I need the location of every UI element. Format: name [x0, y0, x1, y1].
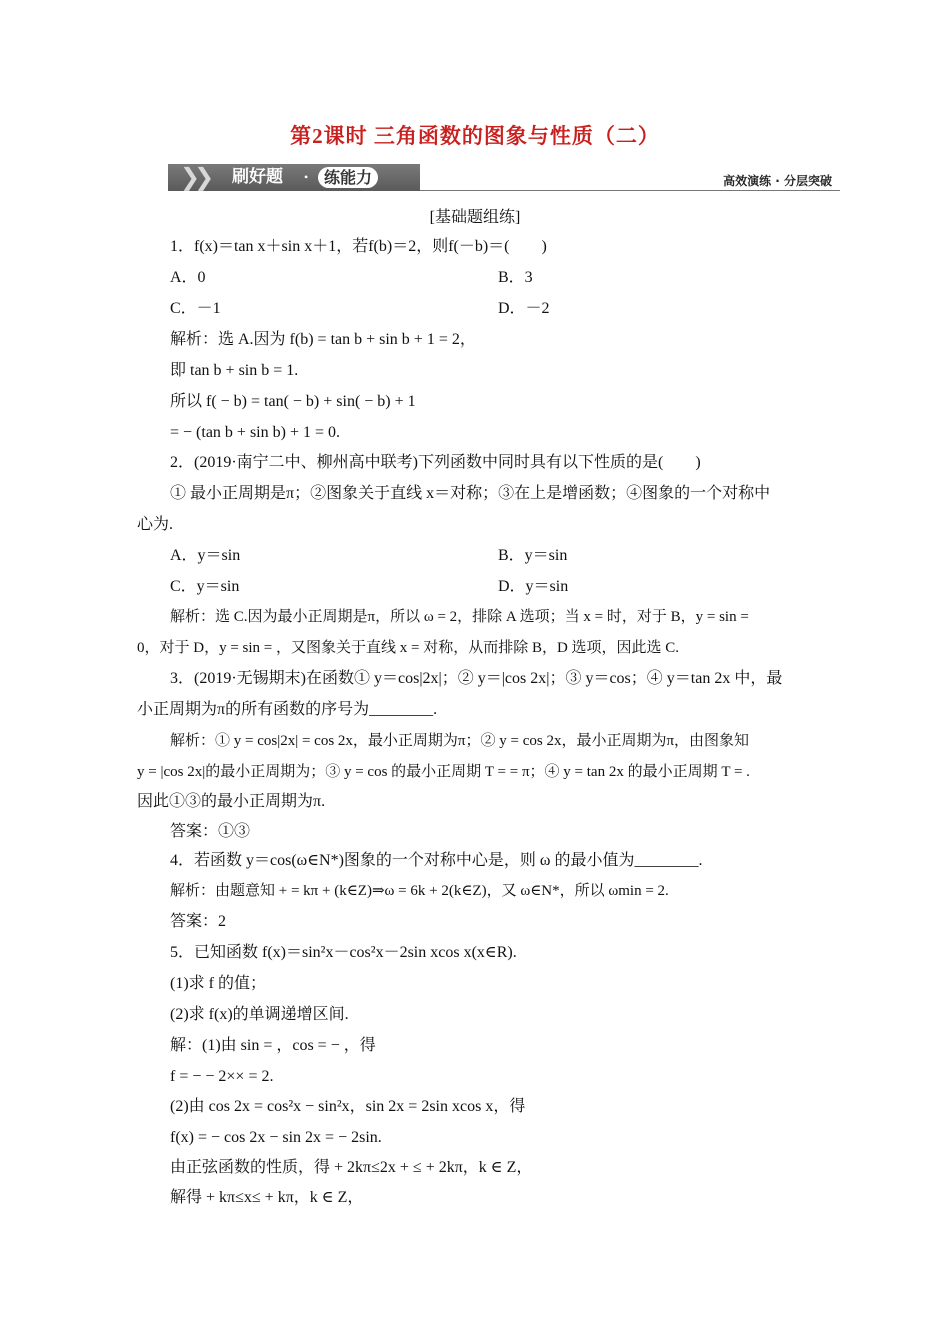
question-text: (1)求 f 的值；	[170, 975, 266, 992]
question-3: 3．(2019·无锡期末)在函数① y＝cos|2x|；② y＝|cos 2x|；③ y＝cos；④ y＝tan 2x 中，最	[170, 670, 783, 687]
banner-dot: •	[304, 170, 309, 184]
solution-line: 解析：选 C.因为最小正周期是π，所以 ω = 2，排除 A 选项；当 x = 时，对于 B，y = sin =	[170, 609, 749, 625]
solution-line: 解：(1)由 sin = ，cos = − ，得	[170, 1037, 376, 1054]
solution-line: 0，对于 D，y = sin = ，又图象关于直线 x = 对称，从而排除 B，D 选项，因此选 C.	[137, 640, 680, 656]
solution-line: f(x) = − cos 2x − sin 2x = − 2sin.	[170, 1129, 382, 1146]
question-5: 5．已知函数 f(x)＝sin²x－cos²x－2sin xcos x(x∈R).	[170, 944, 517, 961]
solution-line: 所以 f( − b) = tan( − b) + sin( − b) + 1	[170, 393, 416, 410]
chevron-right-icon: ❯❯	[180, 163, 209, 191]
section-heading: [基础题组练]	[429, 209, 521, 226]
solution-line: 因此①③的最小正周期为π.	[137, 793, 326, 810]
solution-line: = − (tan b + sin b) + 1 = 0.	[170, 424, 340, 441]
solution-line: f = − − 2×× = 2.	[170, 1068, 274, 1085]
solution-line: 解析：选 A.因为 f(b) = tan b + sin b + 1 = 2，	[170, 331, 476, 348]
banner-rule	[420, 190, 840, 191]
page-title: 第2课时 三角函数的图象与性质（二）	[290, 124, 660, 148]
solution-line: 解析：① y = cos|2x| = cos 2x，最小正周期为π；② y = cos 2x，最小正周期为π，由图象知	[170, 733, 750, 749]
solution-line: (2)由 cos 2x = cos²x − sin²x，sin 2x = 2sin xcos x，得	[170, 1098, 526, 1115]
solution-line: 即 tan b + sin b = 1.	[170, 362, 299, 379]
question-text: 小正周期为π的所有函数的序号为________.	[137, 701, 438, 718]
option-d: D．y＝sin	[498, 578, 569, 595]
question-text: ① 最小正周期是π；②图象关于直线 x＝对称；③在上是增函数；④图象的一个对称中	[170, 485, 771, 502]
option-c: C．y＝sin	[170, 578, 240, 595]
option-b: B．3	[498, 269, 533, 286]
question-2: 2．(2019·南宁二中、柳州高中联考)下列函数中同时具有以下性质的是( )	[170, 454, 701, 471]
question-1: 1．f(x)＝tan x＋sin x＋1，若f(b)＝2，则f(－b)＝( )	[170, 238, 547, 255]
banner-pill: 练能力	[318, 167, 378, 188]
solution-line: y = |cos 2x|的最小正周期为；③ y = cos 的最小正周期 T = = π；④ y = tan 2x 的最小正周期 T = .	[137, 764, 750, 780]
option-b: B．y＝sin	[498, 547, 568, 564]
answer-line: 答案：①③	[170, 823, 251, 840]
question-text: 心为.	[137, 516, 174, 533]
question-4: 4．若函数 y＝cos(ω∈N*)图象的一个对称中心是，则 ω 的最小值为________.	[170, 852, 703, 869]
option-a: A．0	[170, 269, 206, 286]
question-text: (2)求 f(x)的单调递增区间.	[170, 1006, 349, 1023]
banner-right-text: 高效演练 · 分层突破	[723, 174, 832, 188]
banner-label: 刷好题	[232, 167, 283, 187]
solution-line: 解得 + kπ≤x≤ + kπ，k ∈ Z，	[170, 1189, 364, 1206]
section-banner	[168, 160, 840, 194]
option-d: D．－2	[498, 300, 550, 317]
answer-line: 答案：2	[170, 913, 227, 930]
solution-line: 解析：由题意知 + = kπ + (k∈Z)⇒ω = 6k + 2(k∈Z)，又 ω∈N*，所以 ωmin = 2.	[170, 883, 669, 899]
option-a: A．y＝sin	[170, 547, 241, 564]
solution-line: 由正弦函数的性质，得 + 2kπ≤2x + ≤ + 2kπ，k ∈ Z，	[170, 1159, 533, 1176]
option-c: C．－1	[170, 300, 221, 317]
